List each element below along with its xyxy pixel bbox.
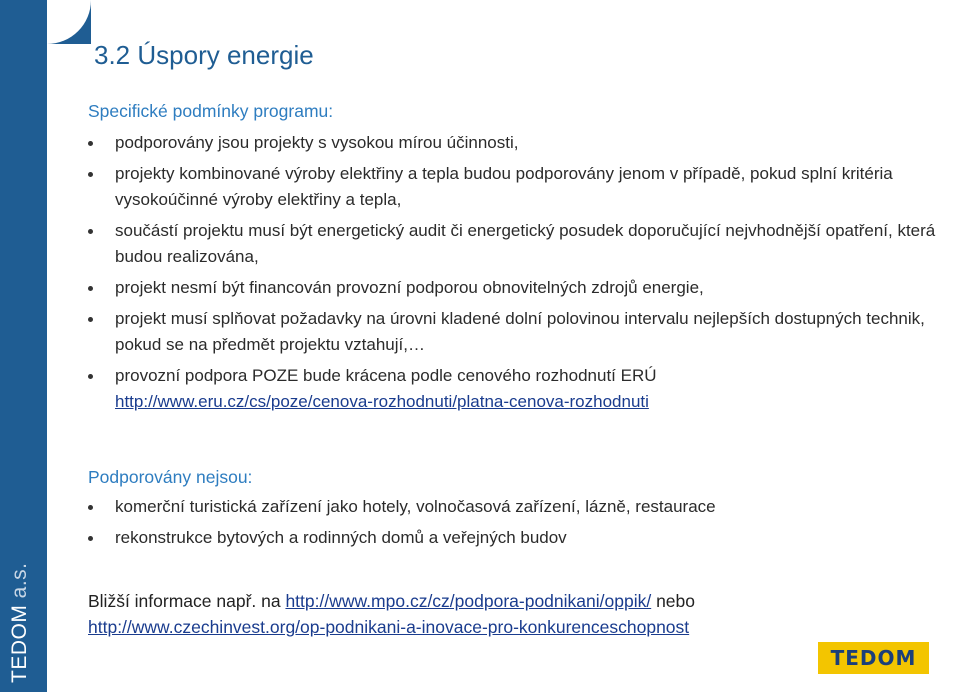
list-item xyxy=(88,494,958,520)
conditions-list xyxy=(88,130,958,415)
list-item xyxy=(88,130,958,156)
sidebar-company-label xyxy=(8,562,32,683)
list-item-text: podporovány jsou projekty s vysokou mírou účinnosti, xyxy=(115,133,519,152)
footer-note-prefix: Bližší informace např. na xyxy=(88,591,286,611)
list-item-text: součástí projektu musí být energetický audit či energetický posudek doporučující nejvhodnější opatření, která budou realizována, xyxy=(115,221,936,266)
list-item xyxy=(88,525,958,551)
list-item-text: projekt nesmí být financován provozní podporou obnovitelných zdrojů energie, xyxy=(115,278,704,297)
footer-note xyxy=(88,588,695,640)
not-supported-list xyxy=(88,494,958,551)
page-title: 3.2 Úspory energie xyxy=(94,40,314,70)
eru-link[interactable]: http://www.eru.cz/cs/poze/cenova-rozhodnuti/platna-cenova-rozhodnuti xyxy=(115,392,649,411)
list-item-text: projekt musí splňovat požadavky na úrovni kladené dolní polovinou intervalu nejlepších dostupných technik, pokud se na předmět projektu vztahují,… xyxy=(115,309,925,354)
list-item xyxy=(88,275,958,301)
list-item-text: rekonstrukce bytových a rodinných domů a veřejných budov xyxy=(115,528,567,547)
sidebar-company: TEDOM xyxy=(8,604,31,683)
section-heading-conditions: Specifické podmínky programu: xyxy=(88,101,334,121)
list-item xyxy=(88,306,958,358)
footer-note-middle: nebo xyxy=(651,591,695,611)
list-item xyxy=(88,218,958,270)
list-item-text: provozní podpora POZE bude krácena podle cenového rozhodnutí ERÚ xyxy=(115,366,657,385)
list-item-text: komerční turistická zařízení jako hotely, volnočasová zařízení, lázně, restaurace xyxy=(115,497,716,516)
section-heading-not-supported: Podporovány nejsou: xyxy=(88,467,253,487)
tedom-logo xyxy=(818,642,929,674)
list-item xyxy=(88,363,958,415)
czechinvest-link[interactable]: http://www.czechinvest.org/op-podnikani-a-inovace-pro-konkurenceschopnost xyxy=(88,617,690,637)
logo-text: TEDOM xyxy=(830,646,917,670)
list-item xyxy=(88,161,958,213)
sidebar-company-suffix: a.s. xyxy=(8,562,31,605)
list-item-text: projekty kombinované výroby elektřiny a tepla budou podporovány jenom v případě, pokud splní kritéria vysokoúčinné výroby elektřiny a tepla, xyxy=(115,164,893,209)
mpo-link[interactable]: http://www.mpo.cz/cz/podpora-podnikani/oppik/ xyxy=(285,591,652,611)
